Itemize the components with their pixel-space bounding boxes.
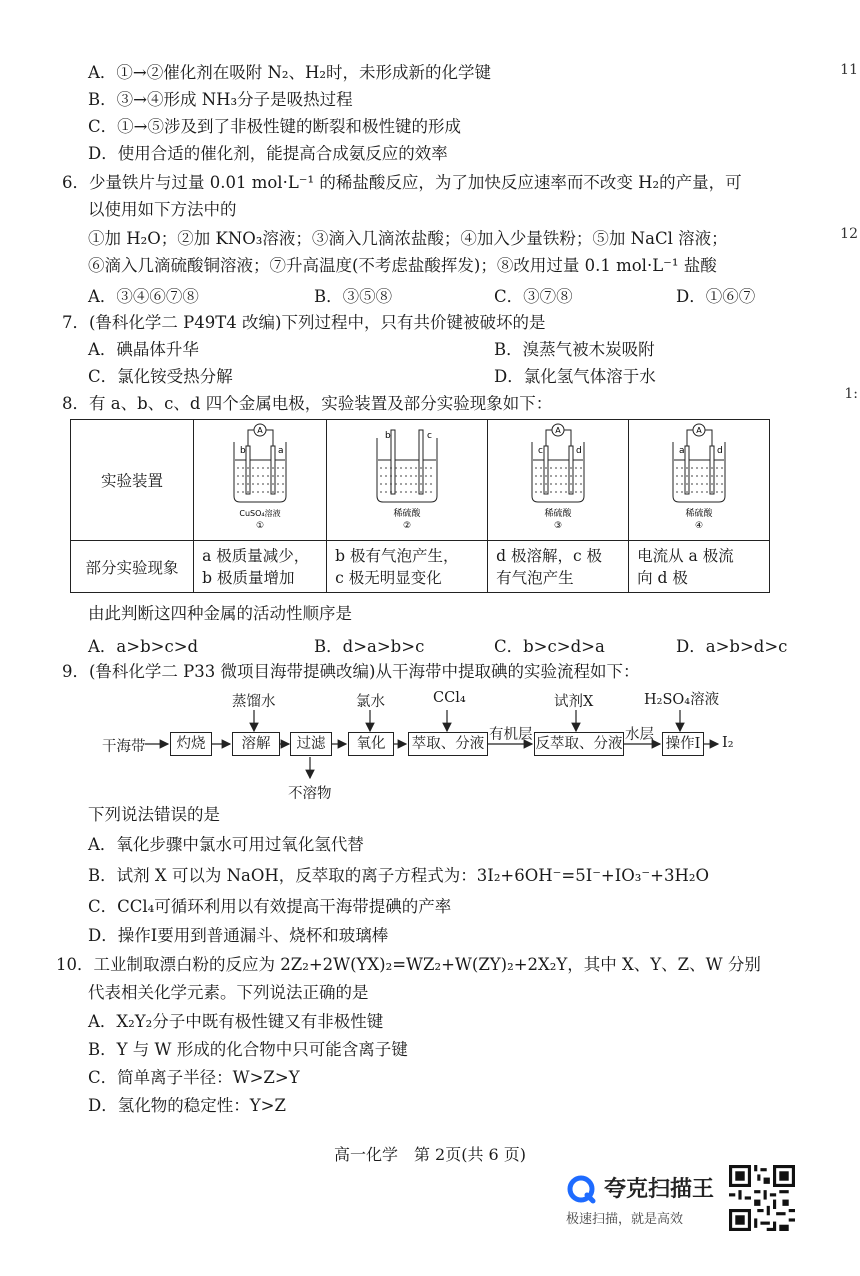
phenomenon-line: b 极有气泡产生，: [335, 546, 459, 565]
page-footer: 高一化学 第 2页(共 6 页): [333, 1145, 527, 1164]
reagent-x: 试剂X: [554, 694, 594, 710]
watermark-brand: 夸克扫描王: [604, 1177, 715, 1202]
table-header-phenomena: 部分实验现象: [71, 541, 194, 593]
solution-label: 稀硫酸: [393, 509, 421, 519]
q6-option-c: C．③⑦⑧: [494, 287, 573, 306]
device-number: ②: [403, 521, 412, 531]
reagent-chlorine-water: 氯水: [356, 694, 385, 710]
qr-code-icon: [729, 1165, 795, 1231]
q6-option-a: A．③④⑥⑦⑧: [88, 287, 199, 306]
solution-label: 稀硫酸: [685, 509, 713, 519]
electrode-label: b: [385, 431, 391, 441]
q5-option-c: C．①→⑤涉及到了非极性键的断裂和极性键的形成: [88, 117, 461, 136]
q10-option-a: A．X₂Y₂分子中既有极性键又有非极性键: [88, 1012, 384, 1031]
q10-option-b: B．Y 与 W 形成的化合物中只可能含离子键: [88, 1040, 408, 1059]
q8-conclusion: 由此判断这四种金属的活动性顺序是: [88, 604, 352, 623]
margin-mark: 1:: [844, 386, 858, 402]
electrode-label: c: [538, 446, 544, 456]
flow-step-oxidize: 氧化: [348, 732, 394, 756]
scanner-watermark: [566, 1168, 736, 1228]
q6-option-b: B．③⑤⑧: [314, 287, 393, 306]
q10-option-d: D．氢化物的稳定性：Y>Z: [88, 1096, 286, 1115]
q6-stem-line3: ①加 H₂O；②加 KNO₃溶液；③滴入几滴浓盐酸；④加入少量铁粉；⑤加 NaCl 溶液；: [88, 229, 728, 248]
margin-mark: 12: [840, 226, 858, 242]
q8-option-d: D．a>b>d>c: [676, 637, 788, 656]
q7-option-c: C．氯化铵受热分解: [88, 367, 233, 386]
electrode-label: b: [240, 446, 246, 456]
q10-option-c: C．简单离子半径：W>Z>Y: [88, 1068, 300, 1087]
device-number: ③: [554, 521, 563, 531]
q8-stem: 8．有 a、b、c、d 四个金属电极，实验装置及部分实验现象如下：: [62, 394, 553, 413]
q5-option-b: B．③→④形成 NH₃分子是吸热过程: [88, 90, 353, 109]
q7-stem: 7．(鲁科化学二 P49T4 改编)下列过程中，只有共价键被破坏的是: [62, 313, 546, 332]
q9-option-d: D．操作Ⅰ要用到普通漏斗、烧杯和玻璃棒: [88, 926, 389, 945]
phenomenon-line: c 极无明显变化: [335, 568, 442, 587]
flow-link-aqueous: 水层: [625, 727, 654, 743]
q9-question: 下列说法错误的是: [88, 805, 220, 824]
electrode-label: a: [679, 446, 685, 456]
margin-mark: 11: [840, 62, 858, 78]
flow-start: 干海带: [102, 739, 146, 755]
q10-stem-line2: 代表相关化学元素。下列说法正确的是: [88, 983, 369, 1002]
q8-option-c: C．b>c>d>a: [494, 637, 605, 656]
phenomenon-line: b 极质量增加: [202, 568, 295, 587]
flow-step-burn: 灼烧: [170, 732, 212, 756]
ammeter-label: A: [696, 426, 702, 435]
flow-step-back-extract: 反萃取、分液: [534, 732, 624, 756]
device-number: ①: [256, 521, 265, 531]
q6-stem-line1: 6．少量铁片与过量 0.01 mol·L⁻¹ 的稀盐酸反应，为了加快反应速率而不改变 H₂的产量，可: [62, 173, 742, 192]
q7-option-a: A．碘晶体升华: [88, 340, 199, 359]
electrode-label: a: [278, 446, 284, 456]
electrode-label: c: [427, 431, 433, 441]
solution-label: 稀硫酸: [544, 509, 572, 519]
q9-option-a: A．氧化步骤中氯水可用过氧化氢代替: [88, 835, 364, 854]
table-header-apparatus: 实验装置: [71, 420, 194, 541]
electrode-label: d: [576, 446, 582, 456]
q9-option-b: B．试剂 X 可以为 NaOH，反萃取的离子方程式为：3I₂+6OH⁻=5I⁻+IO₃⁻+3H₂O: [88, 866, 709, 885]
phenomenon-line: d 极溶解，c 极: [496, 546, 603, 565]
phenomenon-line: 有气泡产生: [496, 568, 574, 587]
electrode-label: d: [717, 446, 723, 456]
q7-option-d: D．氯化氢气体溶于水: [494, 367, 656, 386]
scanner-logo-icon: [566, 1174, 596, 1204]
q5-option-d: D．使用合适的催化剂，能提高合成氨反应的效率: [88, 144, 448, 163]
q6-stem-line4: ⑥滴入几滴硫酸铜溶液；⑦升高温度(不考虑盐酸挥发)；⑧改用过量 0.1 mol·L⁻¹ 盐酸: [88, 256, 717, 275]
flow-step-operation-1: 操作Ⅰ: [662, 732, 704, 756]
flow-end: I₂: [722, 735, 734, 751]
phenomenon-line: 电流从 a 极流: [637, 546, 734, 565]
q10-stem-line1: 10．工业制取漂白粉的反应为 2Z₂+2W(YX)₂=WZ₂+W(ZY)₂+2X₂Y，其中 X、Y、Z、W 分别: [56, 955, 761, 974]
reagent-h2so4: H₂SO₄溶液: [644, 692, 720, 708]
q9-option-c: C．CCl₄可循环利用以有效提高干海带提碘的产率: [88, 897, 452, 916]
q6-option-d: D．①⑥⑦: [676, 287, 756, 306]
q6-stem-line2: 以使用如下方法中的: [88, 200, 237, 219]
phenomenon-line: 向 d 极: [637, 568, 688, 587]
q8-option-a: A．a>b>c>d: [88, 637, 199, 656]
ammeter-label: A: [257, 426, 263, 435]
watermark-slogan: 极速扫描，就是高效: [566, 1212, 684, 1227]
q5-option-a: A．①→②催化剂在吸附 N₂、H₂时，未形成新的化学键: [88, 63, 492, 82]
q8-option-b: B．d>a>b>c: [314, 637, 425, 656]
flow-step-filter: 过滤: [290, 732, 332, 756]
solution-label: CuSO₄溶液: [239, 509, 281, 518]
reagent-ccl4: CCl₄: [433, 690, 466, 706]
ammeter-label: A: [555, 426, 561, 435]
phenomenon-line: a 极质量减少，: [202, 546, 310, 565]
flow-step-extract: 萃取、分液: [408, 732, 488, 756]
flow-link-organic: 有机层: [489, 727, 533, 743]
device-number: ④: [695, 521, 704, 531]
flow-step-dissolve: 溶解: [232, 732, 280, 756]
q9-stem: 9．(鲁科化学二 P33 微项目海带提碘改编)从干海带中提取碘的实验流程如下：: [62, 662, 640, 681]
flow-waste: 不溶物: [288, 786, 332, 802]
q7-option-b: B．溴蒸气被木炭吸附: [494, 340, 655, 359]
reagent-distilled-water: 蒸馏水: [232, 694, 276, 710]
